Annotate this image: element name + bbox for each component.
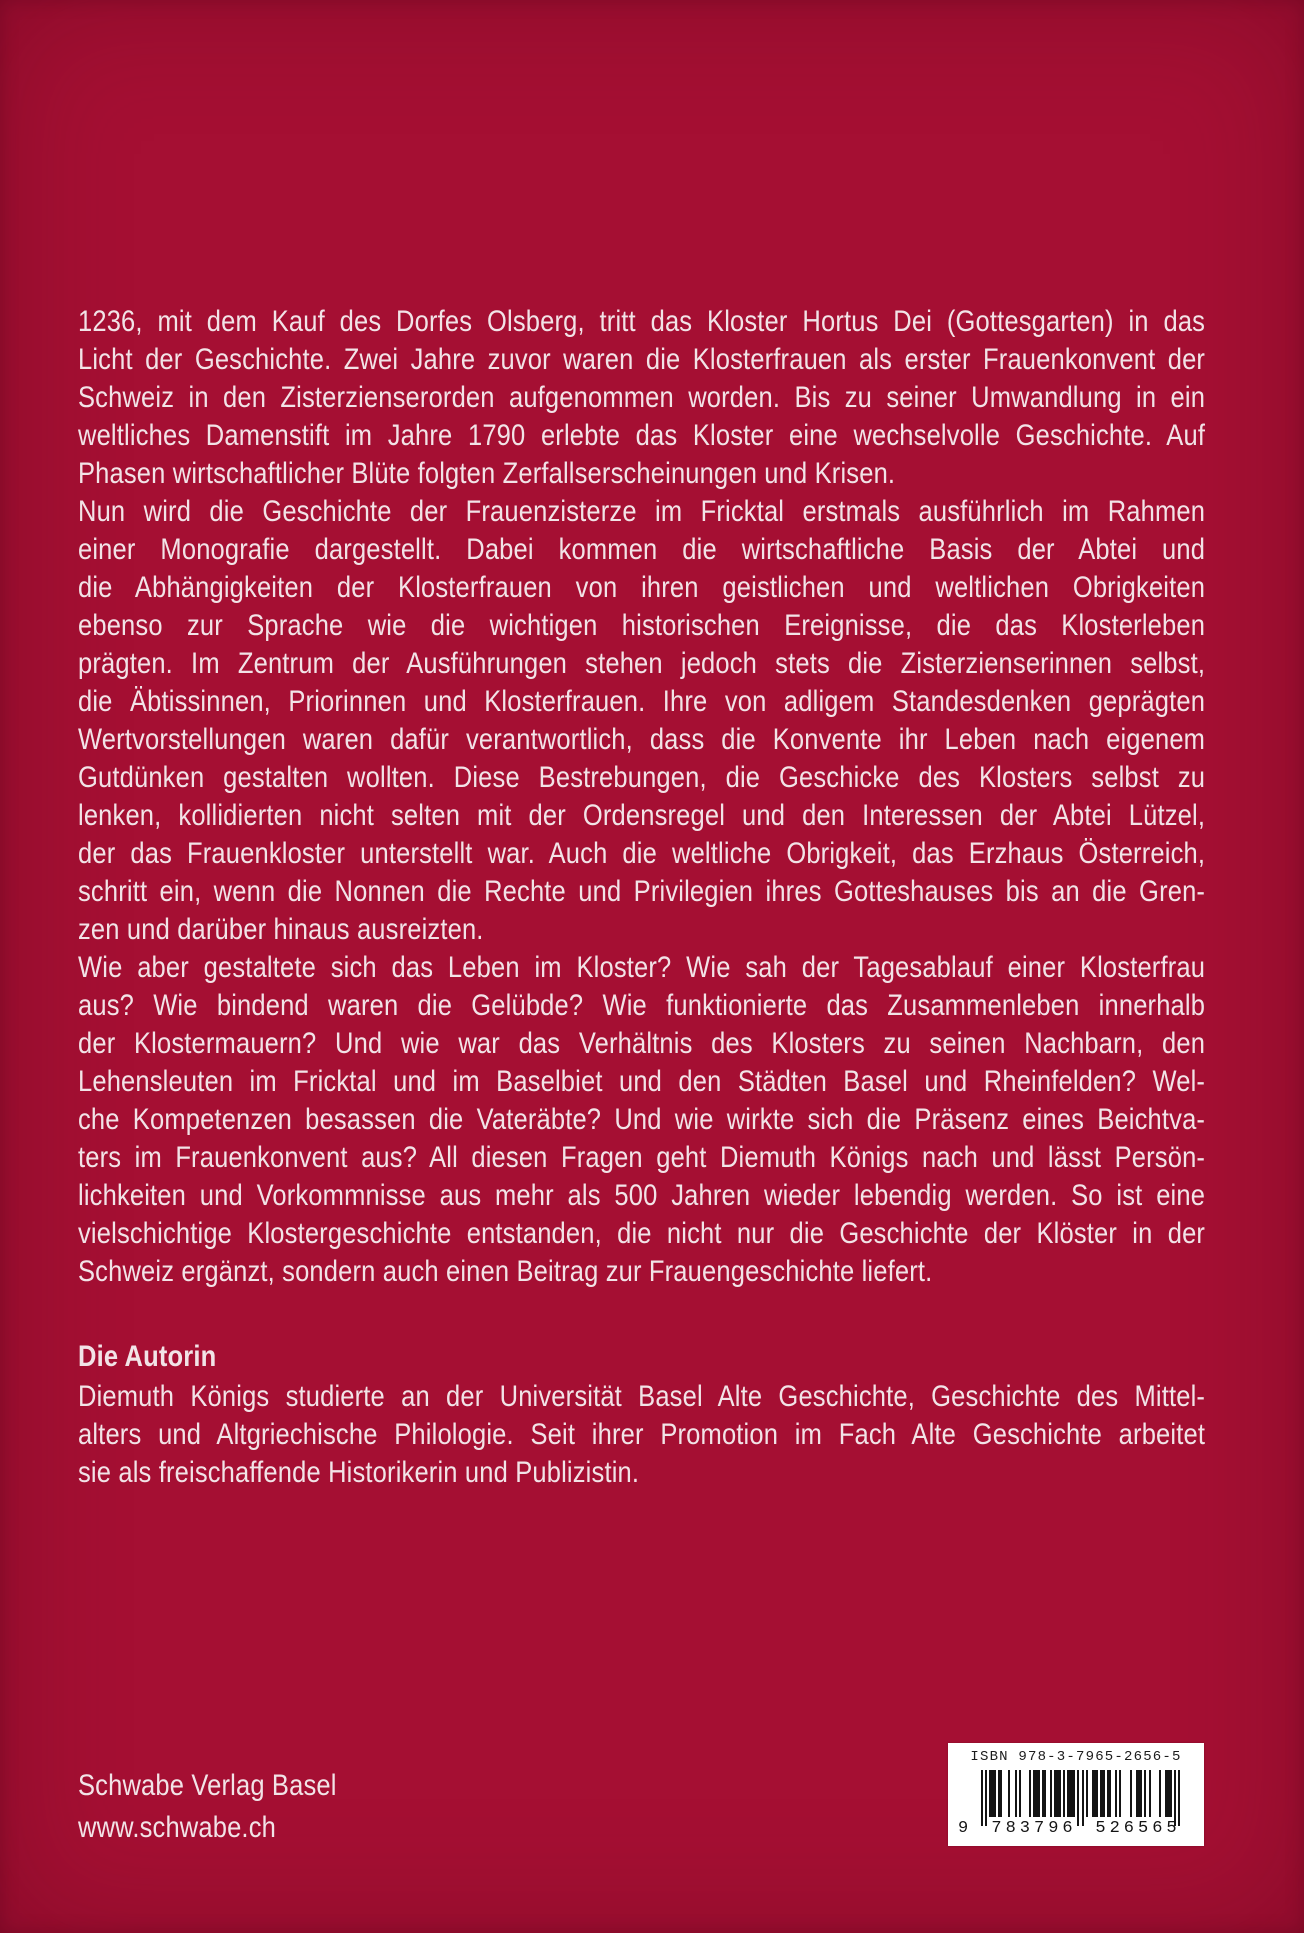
text-line: lichkeiten und Vorkommnisse aus mehr als 500 Jahren wieder lebendig werden. So ist eine xyxy=(78,1179,1206,1212)
text-line: Schweiz in den Zisterzienserorden aufgenommen worden. Bis zu seiner Umwandlung in ein xyxy=(78,381,1206,414)
synopsis-text xyxy=(78,303,1205,1291)
text-line: Gutdünken gestalten wollten. Diese Bestrebungen, die Geschicke des Klosters selbst zu xyxy=(78,761,1206,794)
text-line: Wertvorstellungen waren dafür verantwortlich, dass die Konvente ihr Leben nach eigenem xyxy=(78,723,1206,756)
text-line: ebenso zur Sprache wie die wichtigen historischen Ereignisse, die das Klosterleben xyxy=(78,609,1206,642)
text-line: lenken, kollidierten nicht selten mit der Ordensregel und den Interessen der Abtei Lützel, xyxy=(78,799,1206,832)
paragraph xyxy=(78,949,1205,1291)
publisher-website: www.schwabe.ch xyxy=(78,1811,276,1844)
barcode-digits xyxy=(958,1819,1190,1838)
paragraph xyxy=(78,303,1205,493)
text-line: Nun wird die Geschichte der Frauenzisterze im Fricktal erstmals ausführlich im Rahmen xyxy=(78,495,1206,528)
text-line: 1236, mit dem Kauf des Dorfes Olsberg, tritt das Kloster Hortus Dei (Gottesgarten) in das xyxy=(78,305,1206,338)
text-line: weltliches Damenstift im Jahre 1790 erlebte das Kloster eine wechselvolle Geschichte. Auf xyxy=(78,419,1206,452)
text-line: der Klostermauern? Und wie war das Verhältnis des Klosters zu seinen Nachbarn, den xyxy=(78,1027,1206,1060)
barcode-digit-group: 783796 xyxy=(991,1819,1077,1838)
paragraph xyxy=(78,493,1205,949)
author-section xyxy=(78,1338,1205,1492)
text-line: alters und Altgriechische Philologie. Seit ihrer Promotion im Fach Alte Geschichte arbeitet xyxy=(78,1418,1206,1451)
isbn-barcode-panel xyxy=(948,1743,1204,1846)
text-line: die Äbtissinnen, Priorinnen und Klosterfrauen. Ihre von adligem Standesdenken geprägten xyxy=(78,685,1206,718)
text-line: Phasen wirtschaftlicher Blüte folgten Zerfallserscheinungen und Krisen. xyxy=(78,457,896,490)
text-line: Diemuth Königs studierte an der Universität Basel Alte Geschichte, Geschichte des Mittel- xyxy=(78,1380,1206,1413)
text-line: prägten. Im Zentrum der Ausführungen stehen jedoch stets die Zisterzienserinnen selbst, xyxy=(78,647,1206,680)
text-line: aus? Wie bindend waren die Gelübde? Wie funktionierte das Zusammenleben innerhalb xyxy=(78,989,1206,1022)
text-line: vielschichtige Klostergeschichte entstanden, die nicht nur die Geschichte der Klöster in der xyxy=(78,1217,1206,1250)
publisher-block xyxy=(78,1765,673,1849)
isbn-label: ISBN 978-3-7965-2656-5 xyxy=(970,1749,1182,1765)
text-line: Lehensleuten im Fricktal und im Baselbiet und den Städten Basel und Rheinfelden? Wel- xyxy=(78,1065,1206,1098)
text-line: der das Frauenkloster unterstellt war. Auch die weltliche Obrigkeit, das Erzhaus Österreich, xyxy=(78,837,1206,870)
text-line: Schweiz ergänzt, sondern auch einen Beitrag zur Frauengeschichte liefert. xyxy=(78,1255,933,1288)
author-bio xyxy=(78,1378,1205,1492)
text-line: Wie aber gestaltete sich das Leben im Kloster? Wie sah der Tagesablauf einer Klosterfrau xyxy=(78,951,1206,984)
text-line: sie als freischaffende Historikerin und Publizistin. xyxy=(78,1456,640,1489)
barcode-digit-group: 9 xyxy=(958,1819,969,1838)
text-line: che Kompetenzen besassen die Vateräbte? Und wie wirkte sich die Präsenz eines Beichtva- xyxy=(78,1103,1206,1136)
text-line: schritt ein, wenn die Nonnen die Rechte und Privilegien ihres Gotteshauses bis an die Gren- xyxy=(78,875,1206,908)
text-line: Licht der Geschichte. Zwei Jahre zuvor waren die Klosterfrauen als erster Frauenkonvent der xyxy=(78,343,1206,376)
text-line: zen und darüber hinaus ausreizten. xyxy=(78,913,484,946)
publisher-name: Schwabe Verlag Basel xyxy=(78,1769,337,1802)
barcode-digit-group: 526565 xyxy=(1095,1819,1181,1838)
text-line: ters im Frauenkonvent aus? All diesen Fragen geht Diemuth Königs nach und lässt Persön- xyxy=(78,1141,1206,1174)
author-section-heading: Die Autorin xyxy=(78,1340,217,1373)
text-line: einer Monografie dargestellt. Dabei kommen die wirtschaftliche Basis der Abtei und xyxy=(78,533,1206,566)
text-line: die Abhängigkeiten der Klosterfrauen von ihren geistlichen und weltlichen Obrigkeiten xyxy=(78,571,1206,604)
ean13-barcode xyxy=(981,1770,1180,1826)
